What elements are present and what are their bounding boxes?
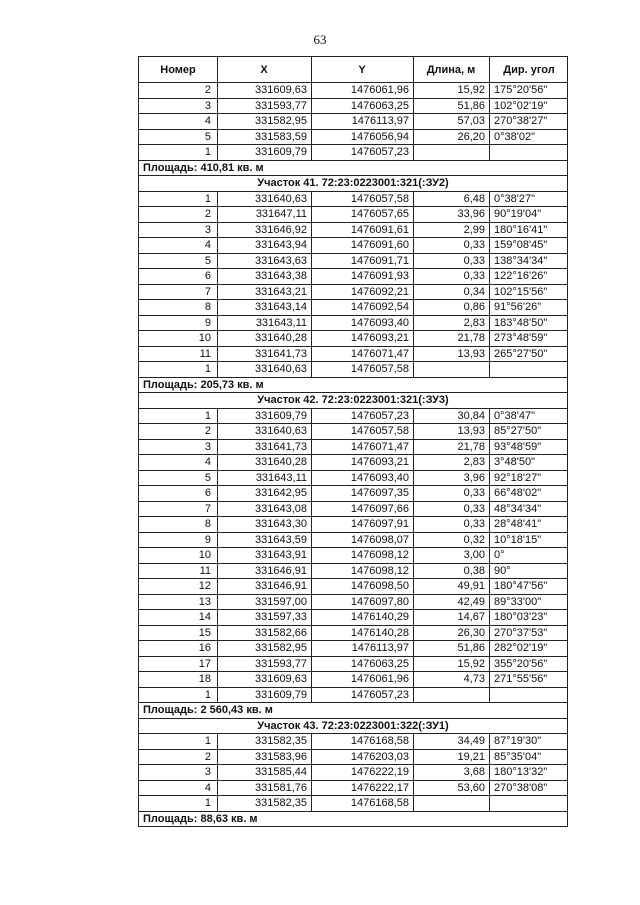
- table-header-row: [139, 57, 568, 83]
- length: 51,86: [414, 641, 490, 657]
- table-row: [139, 191, 568, 207]
- coord-y: 1476071,47: [312, 346, 414, 362]
- length: 57,03: [414, 114, 490, 130]
- coord-x: 331643,11: [218, 470, 312, 486]
- length: 14,67: [414, 610, 490, 626]
- table-row: [139, 532, 568, 548]
- direction-angle: 85°35'04": [490, 749, 568, 765]
- table-row: [139, 687, 568, 703]
- section-title-row: [139, 718, 568, 734]
- coord-x: 331642,95: [218, 486, 312, 502]
- header-x: X: [218, 57, 312, 83]
- table-row: [139, 672, 568, 688]
- table-row: [139, 362, 568, 378]
- point-number: 1: [139, 796, 218, 812]
- table-row: [139, 579, 568, 595]
- coord-x: 331582,35: [218, 734, 312, 750]
- point-number: 5: [139, 253, 218, 269]
- coord-y: 1476168,58: [312, 734, 414, 750]
- table-body: [139, 83, 568, 827]
- length: 53,60: [414, 780, 490, 796]
- point-number: 9: [139, 532, 218, 548]
- direction-angle: 93°48'59": [490, 439, 568, 455]
- coord-y: 1476168,58: [312, 796, 414, 812]
- length: 3,00: [414, 548, 490, 564]
- coord-x: 331582,95: [218, 114, 312, 130]
- table-row: [139, 625, 568, 641]
- table-row: [139, 656, 568, 672]
- coord-y: 1476091,60: [312, 238, 414, 254]
- direction-angle: 66°48'02": [490, 486, 568, 502]
- point-number: 8: [139, 517, 218, 533]
- direction-angle: 175°20'56": [490, 83, 568, 99]
- length: 0,33: [414, 517, 490, 533]
- point-number: 10: [139, 548, 218, 564]
- table-row: [139, 284, 568, 300]
- point-number: 6: [139, 486, 218, 502]
- length: 0,33: [414, 486, 490, 502]
- point-number: 2: [139, 424, 218, 440]
- table-row: [139, 346, 568, 362]
- point-number: 16: [139, 641, 218, 657]
- length: 21,78: [414, 331, 490, 347]
- coord-x: 331609,79: [218, 408, 312, 424]
- point-number: 9: [139, 315, 218, 331]
- direction-angle: 180°16'41": [490, 222, 568, 238]
- direction-angle: 28°48'41": [490, 517, 568, 533]
- table-row: [139, 315, 568, 331]
- section-title-row: [139, 393, 568, 409]
- direction-angle: 0°38'27": [490, 191, 568, 207]
- coord-y: 1476222,19: [312, 765, 414, 781]
- point-number: 11: [139, 563, 218, 579]
- length: 19,21: [414, 749, 490, 765]
- coord-x: 331640,63: [218, 191, 312, 207]
- point-number: 1: [139, 687, 218, 703]
- length: 4,73: [414, 672, 490, 688]
- direction-angle: 85°27'50": [490, 424, 568, 440]
- direction-angle: 271°55'56": [490, 672, 568, 688]
- coord-y: 1476092,54: [312, 300, 414, 316]
- length: 0,33: [414, 501, 490, 517]
- table-row: [139, 129, 568, 145]
- table-row: [139, 269, 568, 285]
- length: 3,96: [414, 470, 490, 486]
- point-number: 3: [139, 765, 218, 781]
- point-number: 18: [139, 672, 218, 688]
- coord-x: 331643,59: [218, 532, 312, 548]
- table-row: [139, 594, 568, 610]
- length: 0,33: [414, 238, 490, 254]
- table-row: [139, 486, 568, 502]
- coord-y: 1476113,97: [312, 114, 414, 130]
- coordinates-document: [138, 56, 568, 827]
- coord-x: 331643,11: [218, 315, 312, 331]
- direction-angle: [490, 796, 568, 812]
- area-row: [139, 160, 568, 176]
- table-row: [139, 749, 568, 765]
- table-row: [139, 548, 568, 564]
- coord-x: 331582,66: [218, 625, 312, 641]
- table-row: [139, 238, 568, 254]
- length: 15,92: [414, 83, 490, 99]
- length: 26,20: [414, 129, 490, 145]
- point-number: 3: [139, 439, 218, 455]
- direction-angle: 0°38'47": [490, 408, 568, 424]
- table-row: [139, 98, 568, 114]
- coord-x: 331646,91: [218, 579, 312, 595]
- coord-x: 331641,73: [218, 439, 312, 455]
- direction-angle: 10°18'15": [490, 532, 568, 548]
- area-total: Площадь: 410,81 кв. м: [139, 160, 568, 176]
- coord-y: 1476061,96: [312, 672, 414, 688]
- coord-y: 1476097,66: [312, 501, 414, 517]
- point-number: 8: [139, 300, 218, 316]
- section-title: Участок 42. 72:23:0223001:321(:ЗУ3): [139, 393, 568, 409]
- direction-angle: 89°33'00": [490, 594, 568, 610]
- direction-angle: 270°37'53": [490, 625, 568, 641]
- coord-y: 1476097,80: [312, 594, 414, 610]
- coord-y: 1476140,28: [312, 625, 414, 641]
- coord-y: 1476056,94: [312, 129, 414, 145]
- table-row: [139, 470, 568, 486]
- coord-x: 331609,63: [218, 672, 312, 688]
- coord-y: 1476203,03: [312, 749, 414, 765]
- coord-x: 331640,28: [218, 331, 312, 347]
- area-total: Площадь: 205,73 кв. м: [139, 377, 568, 393]
- coord-x: 331609,63: [218, 83, 312, 99]
- table-row: [139, 331, 568, 347]
- length: 0,33: [414, 253, 490, 269]
- length: 42,49: [414, 594, 490, 610]
- length: 3,68: [414, 765, 490, 781]
- coord-x: 331643,91: [218, 548, 312, 564]
- table-row: [139, 114, 568, 130]
- table-row: [139, 796, 568, 812]
- area-row: [139, 811, 568, 827]
- coord-x: 331640,63: [218, 362, 312, 378]
- direction-angle: 0°38'02": [490, 129, 568, 145]
- coord-y: 1476057,23: [312, 687, 414, 703]
- table-row: [139, 300, 568, 316]
- coord-x: 331597,00: [218, 594, 312, 610]
- coord-y: 1476098,50: [312, 579, 414, 595]
- length: 51,86: [414, 98, 490, 114]
- direction-angle: 122°16'26": [490, 269, 568, 285]
- direction-angle: 3°48'50": [490, 455, 568, 471]
- coord-x: 331583,59: [218, 129, 312, 145]
- direction-angle: 138°34'34": [490, 253, 568, 269]
- direction-angle: 282°02'19": [490, 641, 568, 657]
- coord-y: 1476091,93: [312, 269, 414, 285]
- length: 49,91: [414, 579, 490, 595]
- point-number: 15: [139, 625, 218, 641]
- direction-angle: 90°19'04": [490, 207, 568, 223]
- coord-x: 331597,33: [218, 610, 312, 626]
- length: 34,49: [414, 734, 490, 750]
- coord-y: 1476071,47: [312, 439, 414, 455]
- coord-y: 1476093,21: [312, 455, 414, 471]
- coord-y: 1476098,07: [312, 532, 414, 548]
- coord-y: 1476091,61: [312, 222, 414, 238]
- coord-x: 331582,95: [218, 641, 312, 657]
- direction-angle: 0°: [490, 548, 568, 564]
- coord-y: 1476057,23: [312, 145, 414, 161]
- direction-angle: [490, 362, 568, 378]
- length: [414, 145, 490, 161]
- point-number: 2: [139, 83, 218, 99]
- coord-x: 331643,08: [218, 501, 312, 517]
- direction-angle: 87°19'30": [490, 734, 568, 750]
- coord-x: 331643,63: [218, 253, 312, 269]
- coord-x: 331593,77: [218, 656, 312, 672]
- page-number: 63: [313, 32, 327, 47]
- direction-angle: 273°48'59": [490, 331, 568, 347]
- length: 6,48: [414, 191, 490, 207]
- point-number: 17: [139, 656, 218, 672]
- coord-x: 331646,91: [218, 563, 312, 579]
- direction-angle: 102°15'56": [490, 284, 568, 300]
- point-number: 10: [139, 331, 218, 347]
- coord-x: 331609,79: [218, 145, 312, 161]
- length: 13,93: [414, 346, 490, 362]
- point-number: 13: [139, 594, 218, 610]
- direction-angle: 180°03'23": [490, 610, 568, 626]
- table-row: [139, 610, 568, 626]
- direction-angle: 270°38'08": [490, 780, 568, 796]
- coord-y: 1476093,40: [312, 315, 414, 331]
- point-number: 1: [139, 362, 218, 378]
- length: 0,32: [414, 532, 490, 548]
- direction-angle: 91°56'26": [490, 300, 568, 316]
- coord-x: 331609,79: [218, 687, 312, 703]
- point-number: 4: [139, 114, 218, 130]
- coord-x: 331643,21: [218, 284, 312, 300]
- point-number: 4: [139, 238, 218, 254]
- table-row: [139, 83, 568, 99]
- direction-angle: 48°34'34": [490, 501, 568, 517]
- area-total: Площадь: 88,63 кв. м: [139, 811, 568, 827]
- coord-y: 1476057,23: [312, 408, 414, 424]
- coord-x: 331583,96: [218, 749, 312, 765]
- table-row: [139, 424, 568, 440]
- coord-y: 1476098,12: [312, 563, 414, 579]
- coordinates-table: [138, 56, 568, 827]
- coord-x: 331640,28: [218, 455, 312, 471]
- length: 15,92: [414, 656, 490, 672]
- length: 2,83: [414, 455, 490, 471]
- coord-y: 1476140,29: [312, 610, 414, 626]
- point-number: 1: [139, 734, 218, 750]
- header-length: Длина, м: [414, 57, 490, 83]
- coord-y: 1476093,21: [312, 331, 414, 347]
- point-number: 6: [139, 269, 218, 285]
- coord-x: 331643,14: [218, 300, 312, 316]
- point-number: 3: [139, 222, 218, 238]
- coord-y: 1476097,91: [312, 517, 414, 533]
- point-number: 2: [139, 749, 218, 765]
- point-number: 7: [139, 284, 218, 300]
- length: 0,33: [414, 269, 490, 285]
- table-row: [139, 765, 568, 781]
- coord-y: 1476093,40: [312, 470, 414, 486]
- coord-x: 331643,38: [218, 269, 312, 285]
- direction-angle: [490, 687, 568, 703]
- coord-y: 1476092,21: [312, 284, 414, 300]
- coord-x: 331581,76: [218, 780, 312, 796]
- direction-angle: 90°: [490, 563, 568, 579]
- length: [414, 796, 490, 812]
- direction-angle: 355°20'56": [490, 656, 568, 672]
- length: 0,38: [414, 563, 490, 579]
- coord-y: 1476057,65: [312, 207, 414, 223]
- table-row: [139, 517, 568, 533]
- point-number: 4: [139, 455, 218, 471]
- direction-angle: 180°47'56": [490, 579, 568, 595]
- length: 0,34: [414, 284, 490, 300]
- length: 21,78: [414, 439, 490, 455]
- length: [414, 687, 490, 703]
- table-row: [139, 439, 568, 455]
- length: 0,86: [414, 300, 490, 316]
- coord-x: 331647,11: [218, 207, 312, 223]
- area-row: [139, 703, 568, 719]
- table-row: [139, 207, 568, 223]
- table-row: [139, 734, 568, 750]
- coord-y: 1476057,58: [312, 362, 414, 378]
- table-row: [139, 253, 568, 269]
- point-number: 7: [139, 501, 218, 517]
- coord-y: 1476057,58: [312, 424, 414, 440]
- direction-angle: 270°38'27": [490, 114, 568, 130]
- direction-angle: 265°27'50": [490, 346, 568, 362]
- table-row: [139, 780, 568, 796]
- point-number: 5: [139, 470, 218, 486]
- length: 13,93: [414, 424, 490, 440]
- coord-y: 1476098,12: [312, 548, 414, 564]
- header-y: Y: [312, 57, 414, 83]
- point-number: 1: [139, 191, 218, 207]
- table-row: [139, 408, 568, 424]
- coord-x: 331585,44: [218, 765, 312, 781]
- coord-x: 331643,30: [218, 517, 312, 533]
- length: 2,99: [414, 222, 490, 238]
- length: 26,30: [414, 625, 490, 641]
- direction-angle: 159°08'45": [490, 238, 568, 254]
- coord-y: 1476113,97: [312, 641, 414, 657]
- header-number: Номер: [139, 57, 218, 83]
- point-number: 1: [139, 408, 218, 424]
- coord-y: 1476063,25: [312, 98, 414, 114]
- point-number: 5: [139, 129, 218, 145]
- area-row: [139, 377, 568, 393]
- table-row: [139, 455, 568, 471]
- point-number: 4: [139, 780, 218, 796]
- point-number: 2: [139, 207, 218, 223]
- length: 2,83: [414, 315, 490, 331]
- table-row: [139, 501, 568, 517]
- coord-y: 1476057,58: [312, 191, 414, 207]
- coord-x: 331643,94: [218, 238, 312, 254]
- length: [414, 362, 490, 378]
- coord-y: 1476091,71: [312, 253, 414, 269]
- coord-y: 1476061,96: [312, 83, 414, 99]
- point-number: 14: [139, 610, 218, 626]
- direction-angle: [490, 145, 568, 161]
- table-row: [139, 641, 568, 657]
- length: 30,84: [414, 408, 490, 424]
- direction-angle: 183°48'50": [490, 315, 568, 331]
- length: 33,96: [414, 207, 490, 223]
- header-direction-angle: Дир. угол: [490, 57, 568, 83]
- coord-x: 331593,77: [218, 98, 312, 114]
- table-row: [139, 222, 568, 238]
- coord-x: 331646,92: [218, 222, 312, 238]
- direction-angle: 92°18'27": [490, 470, 568, 486]
- coord-x: 331641,73: [218, 346, 312, 362]
- coord-x: 331582,35: [218, 796, 312, 812]
- direction-angle: 102°02'19": [490, 98, 568, 114]
- table-row: [139, 563, 568, 579]
- coord-y: 1476222,17: [312, 780, 414, 796]
- coord-x: 331640,63: [218, 424, 312, 440]
- section-title: Участок 43. 72:23:0223001:322(:ЗУ1): [139, 718, 568, 734]
- point-number: 11: [139, 346, 218, 362]
- section-title: Участок 41. 72:23:0223001:321(:ЗУ2): [139, 176, 568, 192]
- coord-y: 1476097,35: [312, 486, 414, 502]
- point-number: 3: [139, 98, 218, 114]
- point-number: 12: [139, 579, 218, 595]
- table-row: [139, 145, 568, 161]
- point-number: 1: [139, 145, 218, 161]
- section-title-row: [139, 176, 568, 192]
- area-total: Площадь: 2 560,43 кв. м: [139, 703, 568, 719]
- direction-angle: 180°13'32": [490, 765, 568, 781]
- coord-y: 1476063,25: [312, 656, 414, 672]
